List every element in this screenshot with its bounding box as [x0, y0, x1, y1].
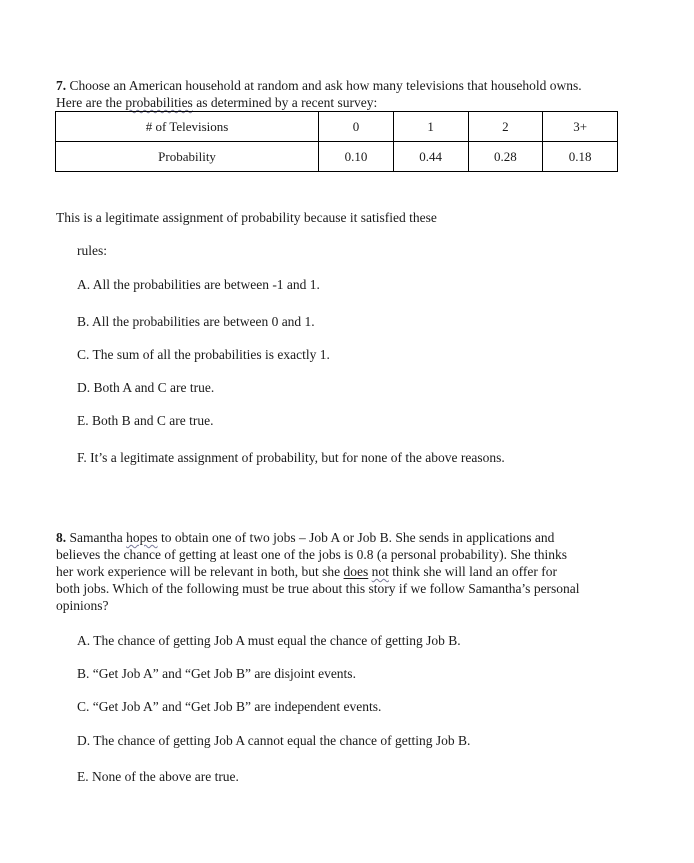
table-header-cell: 3+: [543, 112, 618, 142]
q7-option-c: C. The sum of all the probabilities is exactly 1.: [77, 347, 330, 362]
table-header-label: # of Televisions: [56, 112, 319, 142]
table-cell: 0.44: [393, 142, 468, 172]
q8-line5: opinions?: [56, 598, 109, 613]
q7-option-b: B. All the probabilities are between 0 and 1.: [77, 314, 315, 329]
q7-line1: [56, 77, 622, 94]
q7-stem-line2: rules:: [77, 243, 107, 258]
table-cell: 0.10: [319, 142, 394, 172]
question-8-text: [56, 529, 622, 614]
q7-option-e: E. Both B and C are true.: [77, 413, 214, 428]
q8-line1-hopes: hopes: [126, 530, 158, 545]
probability-table: [55, 111, 618, 172]
table-header-cell: 2: [468, 112, 543, 142]
table-cell: 0.18: [543, 142, 618, 172]
question-7-text: [56, 77, 622, 111]
q8-line3-post: think she will land an offer for: [388, 564, 558, 579]
q7-line2-pre: Here are the: [56, 95, 126, 110]
q8-option-e: E. None of the above are true.: [77, 769, 239, 784]
question-8-number: 8.: [56, 530, 67, 545]
q8-option-c: C. “Get Job A” and “Get Job B” are independent events.: [77, 699, 382, 714]
q7-line2-wavy: probabilities: [125, 95, 193, 110]
q7-option-a: A. All the probabilities are between -1 and 1.: [77, 277, 320, 292]
q8-option-d: D. The chance of getting Job A cannot equal the chance of getting Job B.: [77, 733, 471, 748]
table-header-cell: 1: [393, 112, 468, 142]
q8-line4: both jobs. Which of the following must be true about this story if we follow Samantha’s personal: [56, 581, 580, 596]
q8-line1-post: to obtain one of two jobs – Job A or Job B. She sends in applications and: [157, 530, 555, 545]
q8-line2: believes the chance of getting at least one of the jobs is 0.8 (a personal probability). She thinks: [56, 547, 567, 562]
q7-stem-line1: This is a legitimate assignment of probability because it satisfied these: [56, 210, 437, 225]
q7-line1-text: Choose an American household at random and ask how many televisions that household owns.: [69, 78, 582, 93]
q8-line3-not: not: [371, 564, 389, 579]
q7-line2: [56, 94, 622, 111]
q8-option-b: B. “Get Job A” and “Get Job B” are disjoint events.: [77, 666, 356, 681]
q7-option-d: D. Both A and C are true.: [77, 380, 215, 395]
q7-line2-post: as determined by a recent survey:: [192, 95, 378, 110]
table-header-cell: 0: [319, 112, 394, 142]
question-7-number: 7.: [56, 78, 67, 93]
q8-line3: [56, 563, 622, 580]
table-row: [56, 142, 618, 172]
table-cell: 0.28: [468, 142, 543, 172]
q7-option-f: F. It’s a legitimate assignment of probability, but for none of the above reasons.: [77, 450, 505, 465]
q8-line1: [56, 529, 622, 546]
table-header-row: [56, 112, 618, 142]
q8-line1-pre: Samantha: [69, 530, 127, 545]
q8-line3-pre: her work experience will be relevant in both, but she: [56, 564, 344, 579]
q8-line3-does: does: [343, 564, 369, 579]
q8-option-a: A. The chance of getting Job A must equal the chance of getting Job B.: [77, 633, 461, 648]
table-row-label: Probability: [56, 142, 319, 172]
